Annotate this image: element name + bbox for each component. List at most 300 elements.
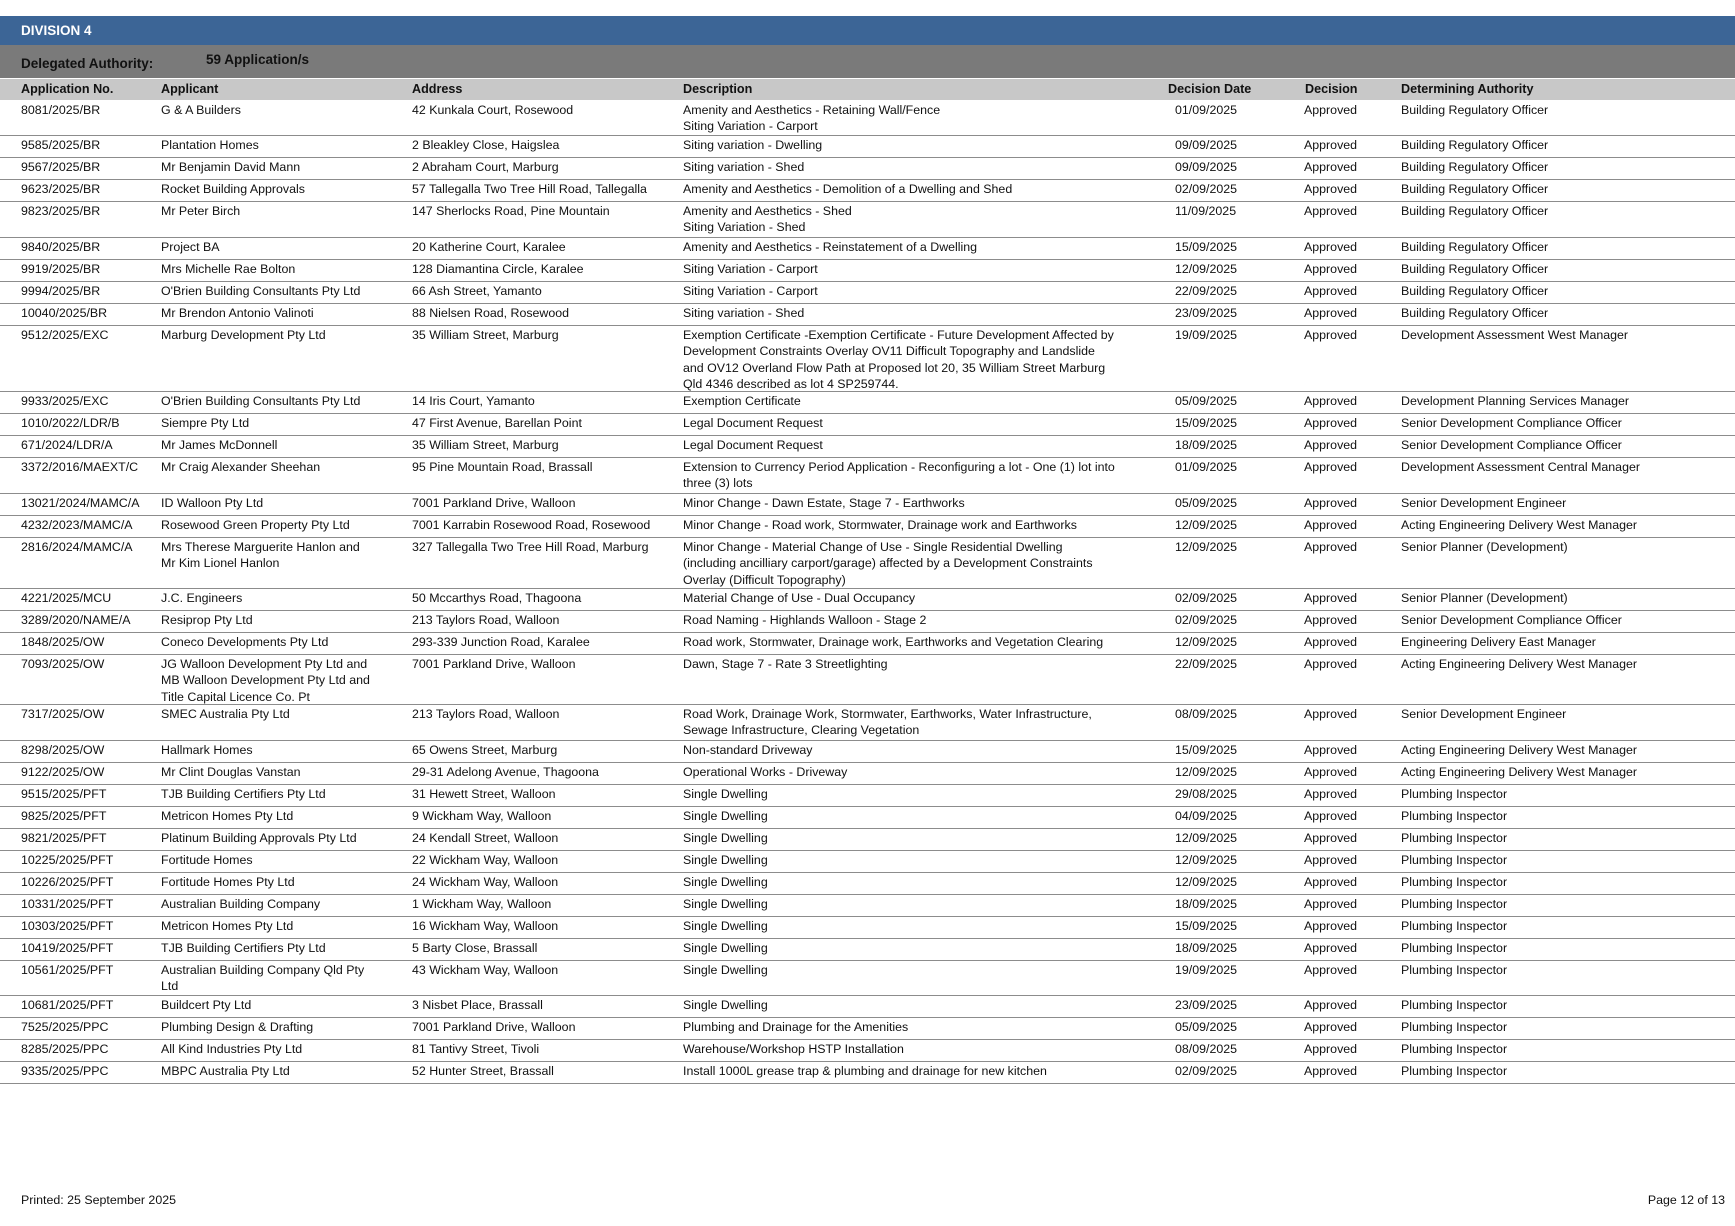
table-row (0, 916, 1735, 939)
cell-decision-date: 02/09/2025 (1175, 182, 1238, 196)
table-row (0, 259, 1735, 282)
cell-description: Siting variation - Shed (683, 306, 805, 320)
cell-determining-authority: Building Regulatory Officer (1401, 240, 1549, 254)
cell-determining-authority: Plumbing Inspector (1401, 1042, 1508, 1056)
cell-application-number: 3372/2016/MAEXT/C (21, 460, 139, 474)
cell-decision-date: 11/09/2025 (1175, 204, 1237, 218)
cell-address: 88 Nielsen Road, Rosewood (412, 306, 570, 320)
cell-application-number: 9840/2025/BR (21, 240, 101, 254)
cell-address: 7001 Parkland Drive, Walloon (412, 496, 576, 510)
cell-applicant: Mrs Michelle Rae Bolton (161, 262, 296, 276)
cell-decision-date: 12/09/2025 (1175, 518, 1238, 532)
column-header-application-no: Application No. (21, 82, 114, 96)
cell-description: Minor Change - Dawn Estate, Stage 7 - Earthworks (683, 496, 965, 510)
cell-applicant: Hallmark Homes (161, 743, 253, 757)
cell-determining-authority: Plumbing Inspector (1401, 919, 1508, 933)
cell-description: Single Dwelling (683, 998, 768, 1012)
cell-applicant: TJB Building Certifiers Pty Ltd (161, 941, 326, 955)
cell-application-number: 7093/2025/OW (21, 657, 105, 671)
table-row (0, 872, 1735, 895)
table-row (0, 157, 1735, 180)
cell-address: 14 Iris Court, Yamanto (412, 394, 535, 408)
cell-determining-authority: Plumbing Inspector (1401, 963, 1508, 977)
cell-determining-authority: Acting Engineering Delivery West Manager (1401, 743, 1637, 757)
cell-description: Legal Document Request (683, 438, 823, 452)
cell-description: Road Work, Drainage Work, Stormwater, Earthworks, Water Infrastructure, Sewage Infrastructure, Clearing Vegetation (683, 707, 1092, 738)
cell-application-number: 7317/2025/OW (21, 707, 105, 721)
cell-application-number: 1848/2025/OW (21, 635, 105, 649)
cell-decision: Approved (1304, 240, 1358, 254)
cell-description: Amenity and Aesthetics - Retaining Wall/Fence Siting Variation - Carport (683, 103, 941, 134)
cell-decision-date: 15/09/2025 (1175, 416, 1238, 430)
cell-determining-authority: Plumbing Inspector (1401, 875, 1508, 889)
cell-application-number: 9585/2025/BR (21, 138, 101, 152)
cell-determining-authority: Senior Planner (Development) (1401, 591, 1568, 605)
cell-decision-date: 05/09/2025 (1175, 1020, 1238, 1034)
cell-description: Road work, Stormwater, Drainage work, Earthworks and Vegetation Clearing (683, 635, 1104, 649)
cell-decision-date: 15/09/2025 (1175, 240, 1238, 254)
cell-decision: Approved (1304, 460, 1358, 474)
table-row (0, 610, 1735, 633)
cell-decision-date: 02/09/2025 (1175, 591, 1238, 605)
table-row (0, 493, 1735, 516)
cell-application-number: 9122/2025/OW (21, 765, 105, 779)
cell-applicant: Mrs Therese Marguerite Hanlon and Mr Kim Lionel Hanlon (161, 540, 360, 571)
cell-application-number: 9567/2025/BR (21, 160, 101, 174)
cell-decision-date: 09/09/2025 (1175, 138, 1238, 152)
cell-applicant: Metricon Homes Pty Ltd (161, 919, 294, 933)
cell-decision: Approved (1304, 1042, 1358, 1056)
cell-applicant: Fortitude Homes Pty Ltd (161, 875, 295, 889)
cell-applicant: Rosewood Green Property Pty Ltd (161, 518, 350, 532)
cell-application-number: 10419/2025/PFT (21, 941, 114, 955)
cell-address: 7001 Parkland Drive, Walloon (412, 657, 576, 671)
cell-decision-date: 12/09/2025 (1175, 875, 1238, 889)
table-row (0, 457, 1735, 494)
cell-decision: Approved (1304, 787, 1358, 801)
cell-description: Exemption Certificate -Exemption Certificate - Future Development Affected by Development Constraints Overlay OV11 Difficult Topography and Landslide and OV12 Overland Flow Path at Proposed lot 20, 35 William Street Marburg Qld 4346 described as lot 4 SP259744. (683, 328, 1114, 392)
cell-determining-authority: Senior Development Compliance Officer (1401, 438, 1622, 452)
cell-address: 9 Wickham Way, Walloon (412, 809, 552, 823)
cell-address: 65 Owens Street, Marburg (412, 743, 558, 757)
cell-determining-authority: Acting Engineering Delivery West Manager (1401, 518, 1637, 532)
table-row (0, 281, 1735, 304)
cell-applicant: Mr Craig Alexander Sheehan (161, 460, 321, 474)
cell-application-number: 8298/2025/OW (21, 743, 105, 757)
cell-applicant: MBPC Australia Pty Ltd (161, 1064, 290, 1078)
authority-label: Delegated Authority: (21, 56, 154, 71)
cell-description: Amenity and Aesthetics - Shed Siting Variation - Shed (683, 204, 852, 235)
cell-application-number: 1010/2022/LDR/B (21, 416, 120, 430)
cell-address: 43 Wickham Way, Walloon (412, 963, 559, 977)
column-header-description: Description (683, 82, 753, 96)
cell-decision-date: 18/09/2025 (1175, 897, 1238, 911)
cell-description: Siting variation - Dwelling (683, 138, 823, 152)
cell-applicant: Plumbing Design & Drafting (161, 1020, 314, 1034)
cell-determining-authority: Plumbing Inspector (1401, 787, 1508, 801)
cell-applicant: G & A Builders (161, 103, 241, 117)
table-row (0, 201, 1735, 238)
cell-address: 2 Abraham Court, Marburg (412, 160, 559, 174)
cell-description: Install 1000L grease trap & plumbing and drainage for new kitchen (683, 1064, 1047, 1078)
cell-decision-date: 12/09/2025 (1175, 540, 1238, 554)
cell-decision: Approved (1304, 809, 1358, 823)
application-count: 59 Application/s (206, 52, 310, 67)
cell-applicant: Project BA (161, 240, 220, 254)
cell-applicant: Mr Brendon Antonio Valinoti (161, 306, 314, 320)
cell-application-number: 9335/2025/PPC (21, 1064, 109, 1078)
cell-description: Legal Document Request (683, 416, 823, 430)
cell-description: Amenity and Aesthetics - Reinstatement of a Dwelling (683, 240, 978, 254)
column-header-address: Address (412, 82, 463, 96)
authority-bar (0, 45, 1735, 78)
cell-description: Single Dwelling (683, 809, 768, 823)
cell-address: 31 Hewett Street, Walloon (412, 787, 556, 801)
cell-application-number: 9823/2025/BR (21, 204, 101, 218)
cell-application-number: 2816/2024/MAMC/A (21, 540, 133, 554)
cell-decision: Approved (1304, 1064, 1358, 1078)
cell-address: 35 William Street, Marburg (412, 438, 559, 452)
table-row (0, 740, 1735, 763)
cell-determining-authority: Plumbing Inspector (1401, 831, 1508, 845)
table-row (0, 100, 1735, 136)
division-header (0, 16, 1735, 45)
table-row (0, 237, 1735, 260)
cell-address: 57 Tallegalla Two Tree Hill Road, Tallegalla (412, 182, 647, 196)
cell-application-number: 9919/2025/BR (21, 262, 101, 276)
table-row (0, 303, 1735, 326)
cell-decision: Approved (1304, 591, 1358, 605)
cell-determining-authority: Plumbing Inspector (1401, 998, 1508, 1012)
cell-address: 50 Mccarthys Road, Thagoona (412, 591, 582, 605)
cell-decision-date: 08/09/2025 (1175, 707, 1238, 721)
cell-determining-authority: Development Assessment West Manager (1401, 328, 1629, 342)
cell-determining-authority: Plumbing Inspector (1401, 809, 1508, 823)
table-row (0, 179, 1735, 202)
cell-description: Single Dwelling (683, 875, 768, 889)
cell-description: Operational Works - Driveway (683, 765, 848, 779)
cell-description: Warehouse/Workshop HSTP Installation (683, 1042, 904, 1056)
cell-decision: Approved (1304, 1020, 1358, 1034)
cell-application-number: 7525/2025/PPC (21, 1020, 109, 1034)
cell-description: Siting Variation - Carport (683, 284, 818, 298)
table-row (0, 995, 1735, 1018)
table-row (0, 515, 1735, 538)
cell-description: Amenity and Aesthetics - Demolition of a Dwelling and Shed (683, 182, 1013, 196)
cell-decision: Approved (1304, 613, 1358, 627)
cell-address: 16 Wickham Way, Walloon (412, 919, 559, 933)
cell-decision-date: 02/09/2025 (1175, 613, 1238, 627)
table-row (0, 391, 1735, 414)
column-header-applicant: Applicant (161, 82, 219, 96)
cell-decision: Approved (1304, 496, 1358, 510)
cell-decision-date: 18/09/2025 (1175, 438, 1238, 452)
cell-decision: Approved (1304, 831, 1358, 845)
cell-decision: Approved (1304, 743, 1358, 757)
cell-determining-authority: Building Regulatory Officer (1401, 306, 1549, 320)
cell-decision-date: 12/09/2025 (1175, 853, 1238, 867)
cell-determining-authority: Building Regulatory Officer (1401, 182, 1549, 196)
cell-decision: Approved (1304, 657, 1358, 671)
cell-applicant: JG Walloon Development Pty Ltd and MB Walloon Development Pty Ltd and Title Capital Licence Co. Pt (161, 657, 370, 704)
cell-determining-authority: Plumbing Inspector (1401, 897, 1508, 911)
cell-application-number: 10225/2025/PFT (21, 853, 114, 867)
cell-determining-authority: Building Regulatory Officer (1401, 103, 1549, 117)
cell-decision: Approved (1304, 635, 1358, 649)
cell-description: Single Dwelling (683, 897, 768, 911)
cell-determining-authority: Building Regulatory Officer (1401, 138, 1549, 152)
cell-description: Non-standard Driveway (683, 743, 813, 757)
cell-address: 1 Wickham Way, Walloon (412, 897, 552, 911)
cell-decision-date: 23/09/2025 (1175, 998, 1238, 1012)
table-row (0, 784, 1735, 807)
cell-determining-authority: Development Assessment Central Manager (1401, 460, 1640, 474)
cell-decision: Approved (1304, 941, 1358, 955)
cell-application-number: 10040/2025/BR (21, 306, 108, 320)
cell-address: 47 First Avenue, Barellan Point (412, 416, 582, 430)
cell-address: 3 Nisbet Place, Brassall (412, 998, 543, 1012)
cell-decision-date: 04/09/2025 (1175, 809, 1238, 823)
cell-application-number: 8081/2025/BR (21, 103, 101, 117)
cell-application-number: 9515/2025/PFT (21, 787, 107, 801)
cell-description: Single Dwelling (683, 919, 768, 933)
cell-application-number: 13021/2024/MAMC/A (21, 496, 140, 510)
cell-address: 35 William Street, Marburg (412, 328, 559, 342)
cell-decision-date: 15/09/2025 (1175, 919, 1238, 933)
cell-decision-date: 22/09/2025 (1175, 657, 1238, 671)
cell-decision-date: 08/09/2025 (1175, 1042, 1238, 1056)
cell-decision-date: 12/09/2025 (1175, 635, 1238, 649)
cell-application-number: 9933/2025/EXC (21, 394, 109, 408)
cell-decision-date: 09/09/2025 (1175, 160, 1238, 174)
cell-decision-date: 19/09/2025 (1175, 963, 1238, 977)
cell-decision-date: 01/09/2025 (1175, 103, 1238, 117)
cell-decision-date: 19/09/2025 (1175, 328, 1238, 342)
cell-description: Extension to Currency Period Application - Reconfiguring a lot - One (1) lot into three (3) lots (683, 460, 1115, 491)
cell-application-number: 4221/2025/MCU (21, 591, 112, 605)
cell-address: 29-31 Adelong Avenue, Thagoona (412, 765, 599, 779)
cell-application-number: 3289/2020/NAME/A (21, 613, 131, 627)
column-header-decision-date: Decision Date (1168, 82, 1252, 96)
cell-address: 213 Taylors Road, Walloon (412, 707, 560, 721)
cell-address: 327 Tallegalla Two Tree Hill Road, Marburg (412, 540, 649, 554)
table-row (0, 654, 1735, 705)
cell-decision-date: 01/09/2025 (1175, 460, 1238, 474)
cell-decision-date: 12/09/2025 (1175, 765, 1238, 779)
column-header-determining-authority: Determining Authority (1401, 82, 1534, 96)
cell-application-number: 10561/2025/PFT (21, 963, 114, 977)
cell-decision: Approved (1304, 204, 1358, 218)
cell-applicant: SMEC Australia Pty Ltd (161, 707, 290, 721)
cell-decision: Approved (1304, 518, 1358, 532)
table-row (0, 588, 1735, 611)
cell-address: 52 Hunter Street, Brassall (412, 1064, 554, 1078)
cell-address: 147 Sherlocks Road, Pine Mountain (412, 204, 610, 218)
cell-applicant: O'Brien Building Consultants Pty Ltd (161, 284, 361, 298)
table-row (0, 960, 1735, 996)
cell-decision: Approved (1304, 306, 1358, 320)
cell-applicant: Australian Building Company (161, 897, 321, 911)
table-row (0, 135, 1735, 158)
cell-decision: Approved (1304, 438, 1358, 452)
cell-applicant: Siempre Pty Ltd (161, 416, 250, 430)
cell-address: 95 Pine Mountain Road, Brassall (412, 460, 593, 474)
table-row (0, 1061, 1735, 1084)
cell-applicant: Mr James McDonnell (161, 438, 278, 452)
table-row (0, 806, 1735, 829)
cell-determining-authority: Building Regulatory Officer (1401, 204, 1549, 218)
cell-decision: Approved (1304, 416, 1358, 430)
cell-applicant: O'Brien Building Consultants Pty Ltd (161, 394, 361, 408)
cell-decision: Approved (1304, 963, 1358, 977)
cell-applicant: All Kind Industries Pty Ltd (161, 1042, 303, 1056)
cell-address: 24 Wickham Way, Walloon (412, 875, 559, 889)
cell-address: 22 Wickham Way, Walloon (412, 853, 559, 867)
table-header (0, 79, 1735, 100)
cell-address: 2 Bleakley Close, Haigslea (412, 138, 560, 152)
table-row (0, 325, 1735, 392)
cell-determining-authority: Plumbing Inspector (1401, 853, 1508, 867)
cell-decision-date: 12/09/2025 (1175, 262, 1238, 276)
cell-address: 81 Tantivy Street, Tivoli (412, 1042, 540, 1056)
cell-applicant: ID Walloon Pty Ltd (161, 496, 264, 510)
cell-decision: Approved (1304, 998, 1358, 1012)
cell-application-number: 671/2024/LDR/A (21, 438, 113, 452)
cell-determining-authority: Senior Development Compliance Officer (1401, 613, 1622, 627)
cell-address: 7001 Parkland Drive, Walloon (412, 1020, 576, 1034)
printed-date: Printed: 25 September 2025 (21, 1193, 176, 1207)
cell-applicant: Mr Peter Birch (161, 204, 241, 218)
cell-application-number: 8285/2025/PPC (21, 1042, 109, 1056)
cell-decision: Approved (1304, 103, 1358, 117)
table-row (0, 1017, 1735, 1040)
cell-description: Single Dwelling (683, 963, 768, 977)
cell-determining-authority: Acting Engineering Delivery West Manager (1401, 765, 1637, 779)
cell-determining-authority: Senior Development Compliance Officer (1401, 416, 1622, 430)
table-row (0, 704, 1735, 741)
cell-decision: Approved (1304, 897, 1358, 911)
cell-decision: Approved (1304, 919, 1358, 933)
cell-determining-authority: Plumbing Inspector (1401, 1020, 1508, 1034)
cell-determining-authority: Acting Engineering Delivery West Manager (1401, 657, 1637, 671)
cell-decision: Approved (1304, 394, 1358, 408)
cell-decision-date: 02/09/2025 (1175, 1064, 1238, 1078)
cell-decision: Approved (1304, 328, 1358, 342)
cell-application-number: 9821/2025/PFT (21, 831, 107, 845)
cell-decision: Approved (1304, 707, 1358, 721)
cell-address: 24 Kendall Street, Walloon (412, 831, 559, 845)
cell-application-number: 9825/2025/PFT (21, 809, 107, 823)
cell-description: Road Naming - Highlands Walloon - Stage 2 (683, 613, 927, 627)
cell-decision-date: 05/09/2025 (1175, 496, 1238, 510)
table-row (0, 938, 1735, 961)
cell-applicant: Mr Clint Douglas Vanstan (161, 765, 301, 779)
cell-applicant: Platinum Building Approvals Pty Ltd (161, 831, 357, 845)
cell-applicant: Coneco Developments Pty Ltd (161, 635, 329, 649)
cell-determining-authority: Senior Development Engineer (1401, 707, 1567, 721)
cell-determining-authority: Engineering Delivery East Manager (1401, 635, 1596, 649)
table-row (0, 537, 1735, 589)
cell-description: Plumbing and Drainage for the Amenities (683, 1020, 909, 1034)
cell-determining-authority: Building Regulatory Officer (1401, 284, 1549, 298)
cell-applicant: TJB Building Certifiers Pty Ltd (161, 787, 326, 801)
cell-applicant: Plantation Homes (161, 138, 259, 152)
cell-application-number: 4232/2023/MAMC/A (21, 518, 133, 532)
cell-address: 293-339 Junction Road, Karalee (412, 635, 590, 649)
cell-description: Exemption Certificate (683, 394, 801, 408)
cell-address: 42 Kunkala Court, Rosewood (412, 103, 574, 117)
cell-address: 213 Taylors Road, Walloon (412, 613, 560, 627)
cell-application-number: 10331/2025/PFT (21, 897, 114, 911)
table-row (0, 413, 1735, 436)
cell-applicant: J.C. Engineers (161, 591, 243, 605)
cell-decision-date: 05/09/2025 (1175, 394, 1238, 408)
cell-decision-date: 29/08/2025 (1175, 787, 1238, 801)
cell-decision-date: 15/09/2025 (1175, 743, 1238, 757)
cell-determining-authority: Plumbing Inspector (1401, 941, 1508, 955)
cell-description: Dawn, Stage 7 - Rate 3 Streetlighting (683, 657, 888, 671)
cell-address: 66 Ash Street, Yamanto (412, 284, 542, 298)
cell-description: Single Dwelling (683, 787, 768, 801)
cell-determining-authority: Senior Development Engineer (1401, 496, 1567, 510)
cell-determining-authority: Development Planning Services Manager (1401, 394, 1629, 408)
cell-applicant: Rocket Building Approvals (161, 182, 305, 196)
table-row (0, 850, 1735, 873)
table-row (0, 632, 1735, 655)
cell-application-number: 9994/2025/BR (21, 284, 101, 298)
cell-applicant: Buildcert Pty Ltd (161, 998, 252, 1012)
table-row (0, 894, 1735, 917)
cell-decision: Approved (1304, 138, 1358, 152)
cell-applicant: Fortitude Homes (161, 853, 253, 867)
cell-determining-authority: Building Regulatory Officer (1401, 160, 1549, 174)
cell-description: Single Dwelling (683, 941, 768, 955)
table-row (0, 828, 1735, 851)
cell-decision-date: 23/09/2025 (1175, 306, 1238, 320)
cell-decision: Approved (1304, 262, 1358, 276)
cell-address: 20 Katherine Court, Karalee (412, 240, 566, 254)
page-number: Page 12 of 13 (1647, 1193, 1725, 1207)
cell-applicant: Mr Benjamin David Mann (161, 160, 301, 174)
cell-application-number: 9512/2025/EXC (21, 328, 109, 342)
cell-applicant: Australian Building Company Qld Pty Ltd (161, 963, 365, 994)
cell-address: 128 Diamantina Circle, Karalee (412, 262, 584, 276)
cell-description: Siting variation - Shed (683, 160, 805, 174)
cell-description: Single Dwelling (683, 853, 768, 867)
table-row (0, 1039, 1735, 1062)
cell-determining-authority: Building Regulatory Officer (1401, 262, 1549, 276)
cell-applicant: Metricon Homes Pty Ltd (161, 809, 294, 823)
cell-description: Minor Change - Material Change of Use - Single Residential Dwelling (including ancilliary carport/garage) affected by a Development Constraints Overlay (Difficult Topography) (683, 540, 1093, 587)
cell-application-number: 10226/2025/PFT (21, 875, 114, 889)
cell-determining-authority: Senior Planner (Development) (1401, 540, 1568, 554)
table-row (0, 762, 1735, 785)
cell-description: Minor Change - Road work, Stormwater, Drainage work and Earthworks (683, 518, 1077, 532)
cell-application-number: 10681/2025/PFT (21, 998, 114, 1012)
cell-decision-date: 18/09/2025 (1175, 941, 1238, 955)
table-row (0, 435, 1735, 458)
cell-decision: Approved (1304, 540, 1358, 554)
cell-decision: Approved (1304, 765, 1358, 779)
cell-decision: Approved (1304, 284, 1358, 298)
cell-description: Material Change of Use - Dual Occupancy (683, 591, 916, 605)
cell-decision-date: 12/09/2025 (1175, 831, 1238, 845)
cell-applicant: Marburg Development Pty Ltd (161, 328, 326, 342)
cell-decision-date: 22/09/2025 (1175, 284, 1238, 298)
cell-applicant: Resiprop Pty Ltd (161, 613, 253, 627)
cell-decision: Approved (1304, 182, 1358, 196)
cell-determining-authority: Plumbing Inspector (1401, 1064, 1508, 1078)
